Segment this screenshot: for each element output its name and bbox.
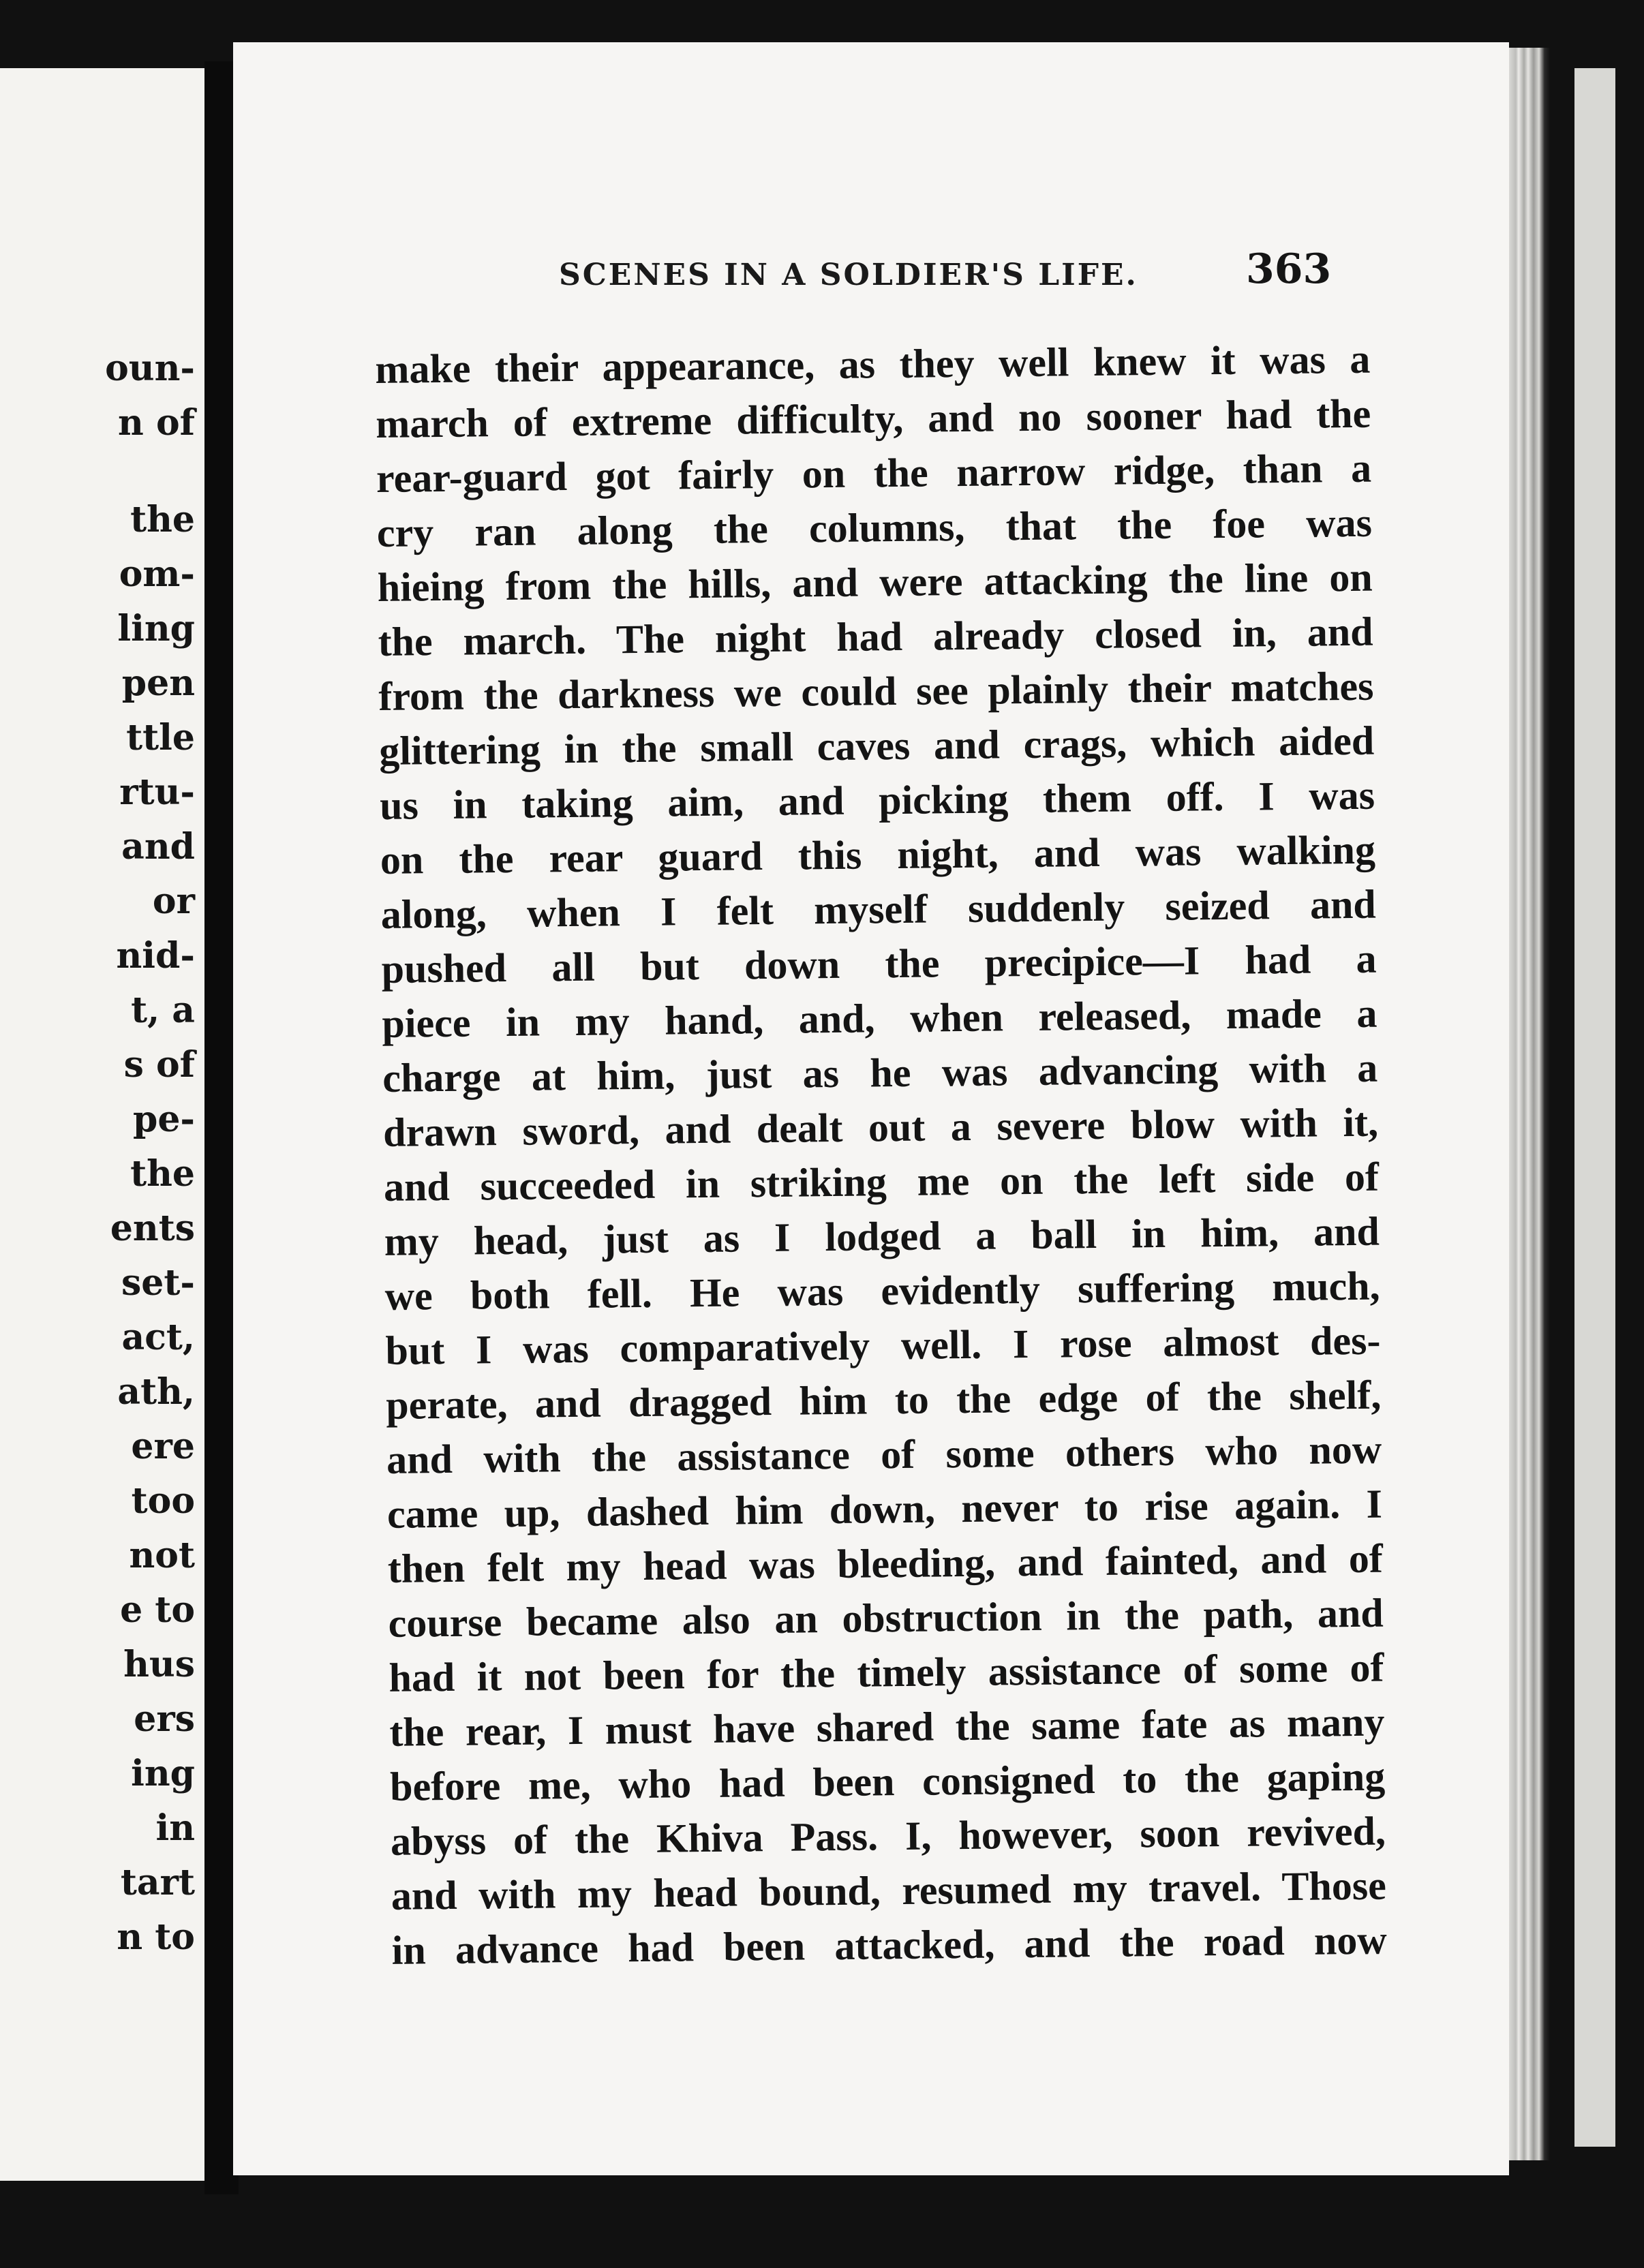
text-line: then felt my head was bleeding, and fainted, and of — [387, 1535, 1384, 1591]
text-line: from the darkness we could see plainly their matches — [378, 663, 1374, 719]
text-line: abyss of the Khiva Pass. I, however, soon revived, — [390, 1808, 1386, 1864]
page-header — [233, 240, 1509, 301]
left-page-fragment: not — [129, 1535, 195, 1576]
right-page — [233, 42, 1509, 2175]
left-page-fragment: e to — [120, 1589, 195, 1631]
left-page-fragment: nid- — [116, 935, 195, 977]
text-line: glittering in the small caves and crags, which aided — [378, 718, 1375, 773]
left-page-fragment: tart — [120, 1862, 195, 1903]
left-page-fragment: pe- — [132, 1099, 195, 1140]
text-line: my head, just as I lodged a ball in him, and — [384, 1208, 1380, 1264]
text-line: along, when I felt myself suddenly seized and — [380, 881, 1377, 937]
left-page-fragment: ttle — [126, 717, 195, 758]
left-page-fragment: n to — [117, 1916, 195, 1958]
page-edges — [1509, 48, 1550, 2160]
text-line: march of extreme difficulty, and no sooner had the — [375, 390, 1371, 446]
text-line: piece in my hand, and, when released, made a — [382, 990, 1377, 1046]
left-page-fragment: the — [130, 1153, 195, 1195]
running-title: SCENES IN A SOLDIER'S LIFE. — [559, 258, 1138, 292]
text-line: in advance had been attacked, and the road now — [391, 1917, 1387, 1973]
text-line: before me, who had been consigned to the gaping — [389, 1753, 1386, 1809]
left-page-fragment: n of — [118, 402, 195, 444]
text-line: we both fell. He was evidently suffering much, — [384, 1263, 1380, 1319]
left-page-fragment: set- — [121, 1262, 195, 1304]
text-line: drawn sword, and dealt out a severe blow with it, — [382, 1099, 1379, 1155]
text-line: and with my head bound, resumed my travel. Those — [391, 1863, 1387, 1918]
body-text — [375, 332, 1387, 1978]
text-line: the rear, I must have shared the same fate as many — [389, 1699, 1385, 1755]
text-line: pushed all but down the precipice—I had a — [381, 936, 1377, 992]
text-line: hieing from the hills, and were attacking the line on — [377, 554, 1373, 610]
text-line: course became also an obstruction in the path, and — [388, 1590, 1384, 1646]
left-page-fragment: oun- — [105, 348, 195, 389]
left-page-fragment: ling — [117, 608, 195, 649]
left-page-fragment: and — [121, 826, 195, 868]
text-line: make their appearance, as they well knew it was a — [375, 336, 1371, 392]
text-line: and with the assistance of some others who now — [386, 1426, 1382, 1482]
text-line: had it not been for the timely assistance of some of — [389, 1644, 1384, 1700]
back-cover-board — [1574, 68, 1615, 2147]
left-page-fragment: hus — [123, 1644, 195, 1685]
text-line: rear-guard got fairly on the narrow ridge, than a — [376, 445, 1372, 501]
left-page-fragment: too — [131, 1480, 195, 1522]
left-facing-page — [0, 68, 204, 2181]
left-page-fragment: or — [152, 880, 195, 922]
left-page-fragment: om- — [119, 553, 195, 595]
left-page-fragment: the — [130, 499, 195, 540]
left-page-fragment: t, a — [131, 990, 195, 1031]
left-page-fragment: ers — [134, 1698, 195, 1740]
text-line: perate, and dragged him to the edge of the shelf, — [385, 1372, 1382, 1428]
left-page-fragment: in — [155, 1807, 195, 1849]
text-line: charge at him, just as he was advancing with a — [382, 1045, 1378, 1101]
text-line: and succeeded in striking me on the left side of — [383, 1154, 1380, 1210]
text-line: but I was comparatively well. I rose almost des- — [385, 1317, 1381, 1373]
text-line: the march. The night had already closed in, and — [378, 609, 1373, 664]
left-page-fragment: s of — [123, 1044, 195, 1086]
left-page-fragment: pen — [121, 662, 195, 704]
left-page-fragment: rtu- — [119, 771, 195, 813]
left-page-fragment: ere — [131, 1426, 195, 1467]
left-page-fragment: ents — [110, 1208, 195, 1249]
text-line: cry ran along the columns, that the foe was — [376, 500, 1373, 555]
left-page-fragment: act, — [121, 1317, 195, 1358]
text-line: on the rear guard this night, and was walking — [380, 827, 1376, 883]
text-line: came up, dashed him down, never to rise again. I — [386, 1481, 1383, 1537]
left-page-fragment: ath, — [117, 1371, 195, 1413]
text-line: us in taking aim, and picking them off. I was — [379, 772, 1375, 828]
left-page-fragment: ing — [131, 1753, 195, 1794]
page-number: 363 — [1246, 245, 1332, 293]
